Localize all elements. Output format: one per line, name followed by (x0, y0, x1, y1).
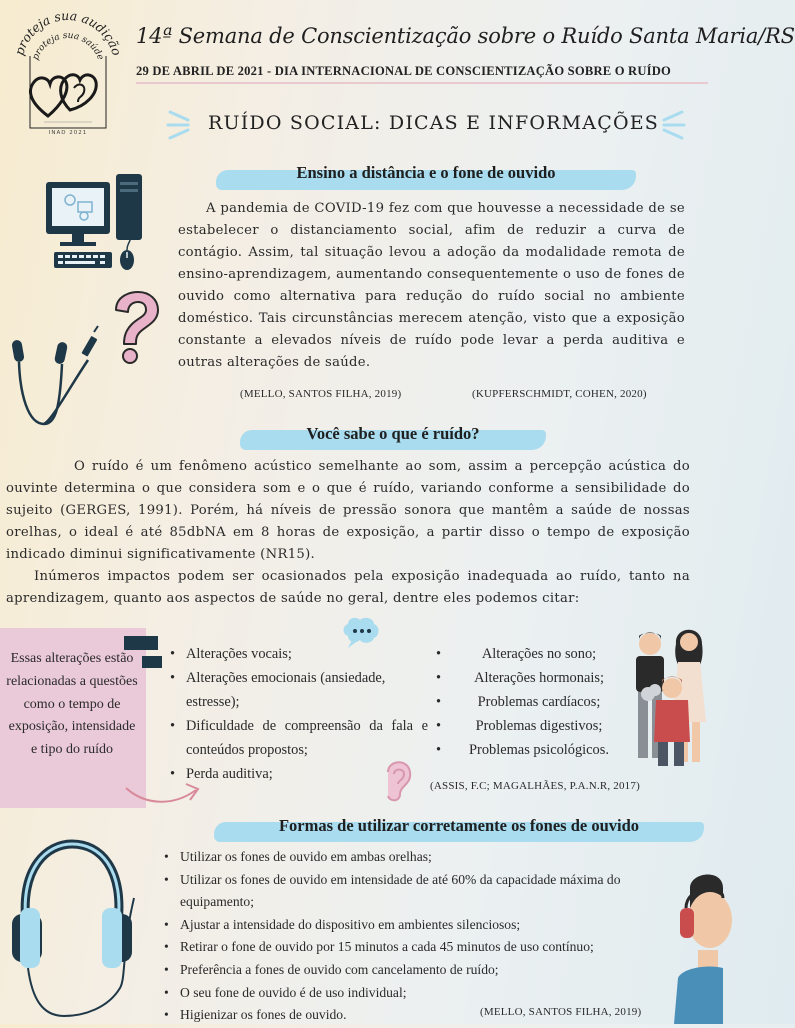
tape-decoration (142, 656, 162, 668)
list-item: • Retirar o fone de ouvido por 15 minutos a cada 45 minutos de uso contínuo; (164, 936, 674, 959)
list-item: • Ajustar a intensidade do dispositivo em ambientes silenciosos; (164, 914, 674, 937)
sparkle-right-icon (656, 106, 686, 146)
logo-footer: INAD 2021 (48, 130, 88, 134)
list-item: • Preferência a fones de ouvido com cancelamento de ruído; (164, 959, 674, 982)
list-item: • Utilizar os fones de ouvido em intensidade de até 60% da capacidade máxima do equipamento; (164, 869, 674, 914)
section3-cite: (MELLO, SANTOS FILHA, 2019) (480, 1006, 642, 1018)
question-mark-icon (108, 290, 162, 370)
computer-icon (44, 172, 148, 280)
list-item: • Problemas digestivos; (436, 714, 626, 738)
section1-cite-right: (KUPFERSCHMIDT, COHEN, 2020) (472, 388, 647, 400)
logo-arc-text: proteja sua audição (11, 8, 125, 58)
section2-paragraph-1: O ruído é um fenômeno acústico semelhante ao som, assim a percepção acústica do ouvinte determina o que considera som e o que é ruído, variando conforme a sensibilidade do sujeito (GERGES, 1991). Porém, há níveis de pressão sonora que mantêm a saúde de nossas orelhas, o ideal é até 85dbNA em 8 horas de exposição, a partir disso o tempo de exposição indicado diminui significativamente (NR15). (6, 459, 690, 562)
section2-paragraph-2: Inúmeros impactos podem ser ocasionados pela exposição inadequada ao ruído, tanto na aprendizagem, quanto aos aspectos de saúde no geral, dentre eles podemos citar: (6, 569, 690, 606)
ear-icon (380, 754, 414, 808)
section1-heading: Ensino a distância e o fone de ouvido (296, 163, 556, 182)
section1-paragraph: A pandemia de COVID-19 fez com que houvesse a necessidade de se estabelecer o distanciamento social, afim de reduzir a curva de contágio. Assim, tal situação levou a adoção da modalidade remota de ensino-aprendizagem, aumentando consequentemente o uso de fones de ouvido como alternativa para redução do ruído social no ambiente doméstico. Tais circunstâncias merecem atenção, visto que a exposição constante a elevados níveis de ruído pode levar a perda auditiva e outras alterações de saúde. (178, 201, 685, 370)
section3-heading: Formas de utilizar corretamente os fones de ouvido (278, 816, 640, 835)
logo-arc-subtext: proteja sua saúde (30, 30, 106, 62)
list-item: • Alterações hormonais; (436, 666, 626, 690)
list-item: • Utilizar os fones de ouvido em ambas orelhas; (164, 846, 674, 869)
list-item: • Problemas cardíacos; (436, 690, 626, 714)
list-item: • O seu fone de ouvido é de uso individual; (164, 982, 674, 1005)
page-subtitle: 29 DE ABRIL DE 2021 - DIA INTERNACIONAL DE CONSCIENTIZAÇÃO SOBRE O RUÍDO (136, 64, 672, 78)
sparkle-left-icon (166, 106, 196, 146)
info-box-text: Essas alterações estão relacionadas a questões como o tempo de exposição, intensidade e tipo do ruído (6, 651, 138, 758)
list-item: • Alterações vocais; (170, 642, 428, 666)
section2-heading: Você sabe o que é ruído? (306, 424, 480, 443)
list-item: • Dificuldade de compreensão da fala e conteúdos propostos; (170, 714, 428, 762)
page-title: 14ª Semana de Conscientização sobre o Ruído Santa Maria/RS (136, 24, 795, 48)
list-item: • Alterações no sono; (436, 642, 626, 666)
person-with-headset-illustration (668, 868, 723, 1028)
list-item: • Alterações emocionais (ansiedade, estresse); (170, 666, 428, 714)
section1-cite-left: (MELLO, SANTOS FILHA, 2019) (240, 388, 402, 400)
family-illustration (628, 622, 716, 776)
list-item: • Perda auditiva; (170, 762, 428, 786)
subtitle-underline (136, 82, 708, 84)
inad-logo (8, 8, 128, 134)
earphones-icon (8, 330, 104, 434)
list-item: • Higienizar os fones de ouvido. (164, 1004, 674, 1027)
section2-cite: (ASSIS, F.C; MAGALHÃES, P.A.N.R, 2017) (430, 780, 640, 792)
svg-text:proteja sua saúde (31, 31, 105, 62)
effects-list-right (436, 642, 626, 762)
headphones-icon (8, 838, 138, 1024)
list-item: • Problemas psicológicos. (436, 738, 626, 762)
tips-list (164, 846, 674, 1027)
section-title: RUÍDO SOCIAL: DICAS E INFORMAÇÕES (208, 112, 660, 134)
